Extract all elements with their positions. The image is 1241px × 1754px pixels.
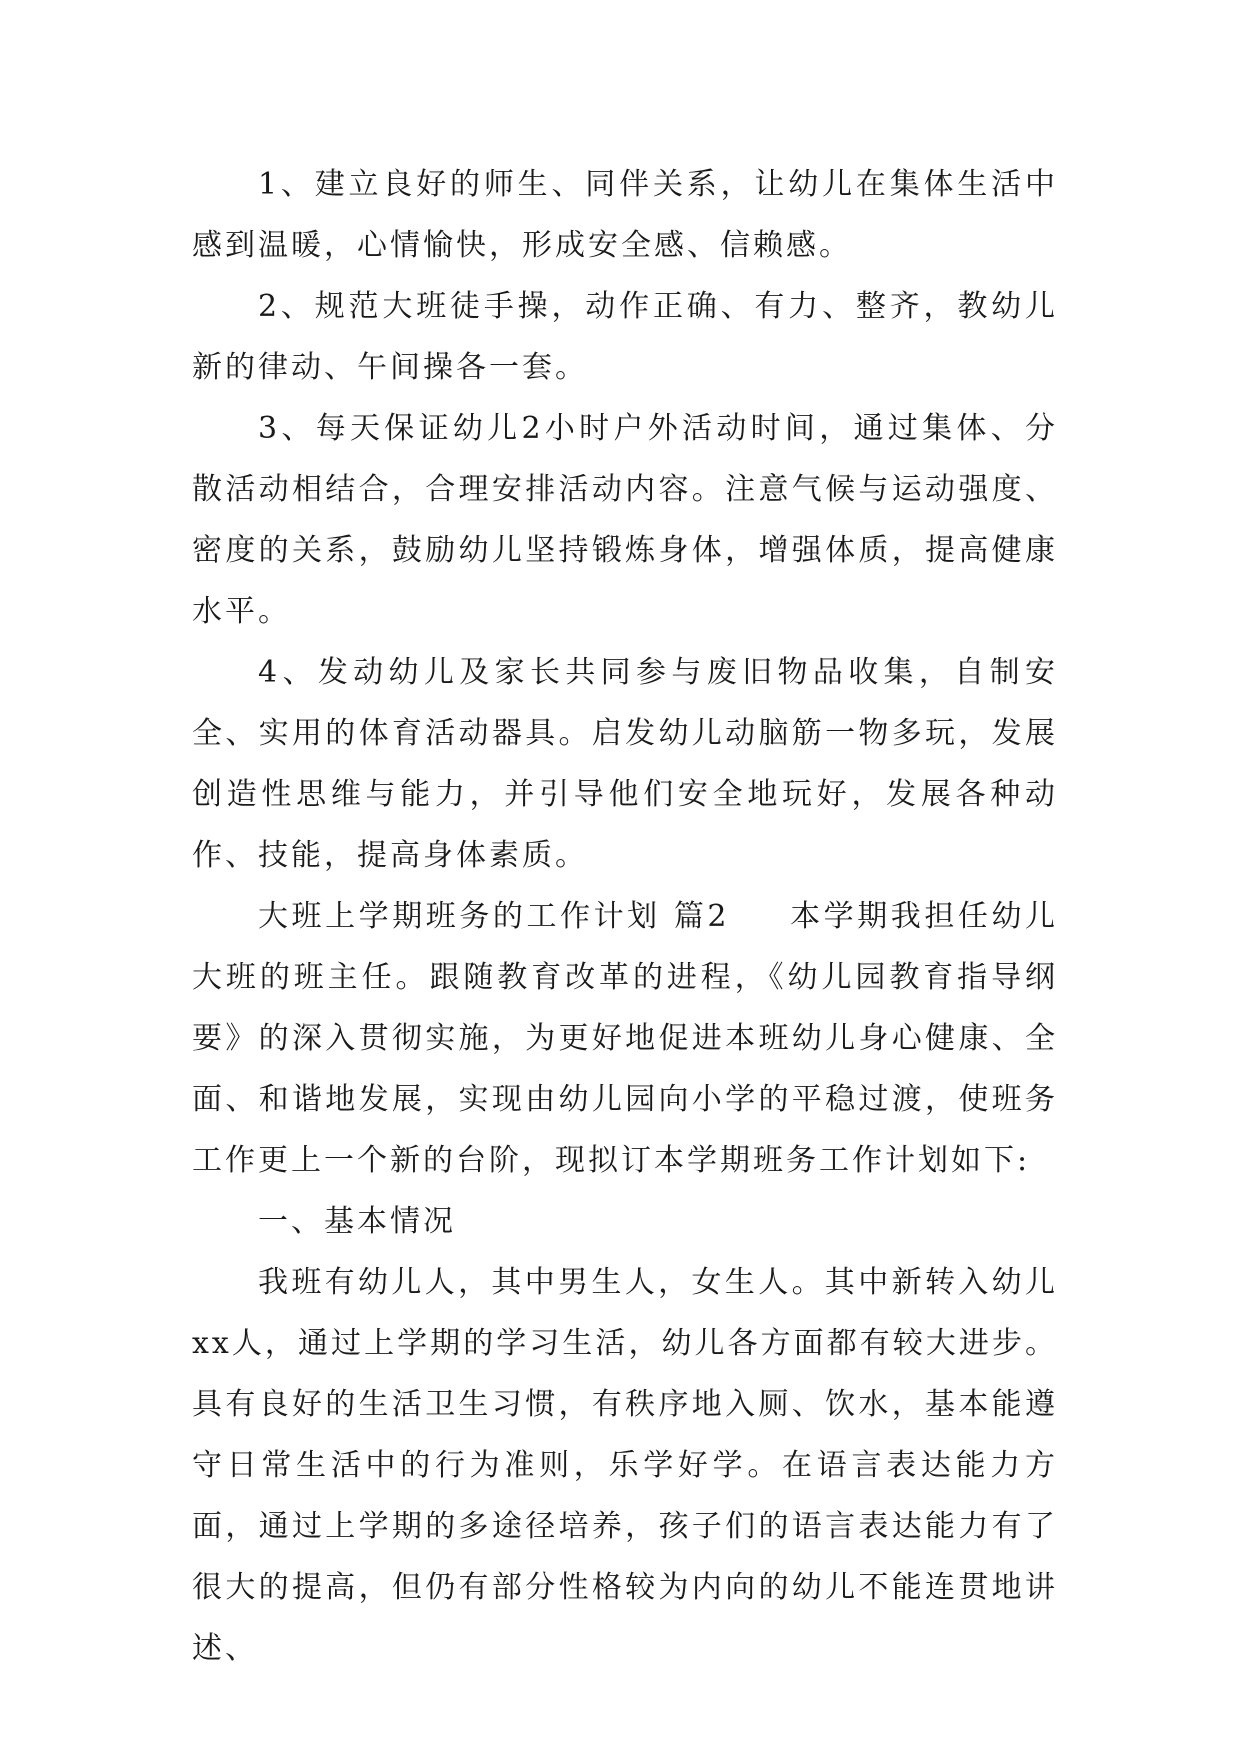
list-item (192, 398, 1058, 642)
article-intro: 本学期我担任幼儿大班的班主任。跟随教育改革的进程，《幼儿园教育指导纲要》的深入贯彻实施，为更好地促进本班幼儿身心健康、全面、和谐地发展，实现由幼儿园向小学的平稳过渡，使班务工作更上一个新的台阶，现拟订本学期班务工作计划如下: (192, 899, 1059, 1178)
article-intro-paragraph (192, 886, 1058, 1191)
section-heading: 一、基本情况 (258, 1204, 456, 1239)
article-title: 大班上学期班务的工作计划 (258, 899, 661, 934)
item-text: 规范大班徒手操，动作正确、有力、整齐，教幼儿新的律动、午间操各一套。 (192, 289, 1058, 385)
section-body: 我班有幼儿人，其中男生人，女生人。其中新转入幼儿xx人，通过上学期的学习生活，幼儿各方面都有较大进步。具有良好的生活卫生习惯，有秩序地入厕、饮水，基本能遵守日常生活中的行为准则，乐学好学。在语言表达能力方面，通过上学期的多途径培养，孩子们的语言表达能力有了很大的提高，但仍有部分性格较为内向的幼儿不能连贯地讲述、 (192, 1265, 1058, 1666)
item-text: 发动幼儿及家长共同参与废旧物品收集，自制安全、实用的体育活动器具。启发幼儿动脑筋一物多玩，发展创造性思维与能力，并引导他们安全地玩好，发展各种动作、技能，提高身体素质。 (192, 655, 1058, 873)
item-number: 3、 (258, 411, 316, 446)
item-text: 建立良好的师生、同伴关系，让幼儿在集体生活中感到温暖，心情愉快，形成安全感、信赖感。 (192, 167, 1058, 263)
list-item (192, 276, 1058, 398)
item-number: 4、 (258, 655, 318, 690)
article-part: 篇2 (673, 899, 730, 934)
item-number: 1、 (258, 167, 315, 202)
list-item (192, 154, 1058, 276)
item-number: 2、 (258, 289, 315, 324)
item-text: 每天保证幼儿2小时户外活动时间，通过集体、分散活动相结合，合理安排活动内容。注意气候与运动强度、密度的关系，鼓励幼儿坚持锻炼身体，增强体质，提高健康水平。 (192, 411, 1058, 629)
document-body (192, 154, 1058, 1679)
list-item (192, 642, 1058, 886)
